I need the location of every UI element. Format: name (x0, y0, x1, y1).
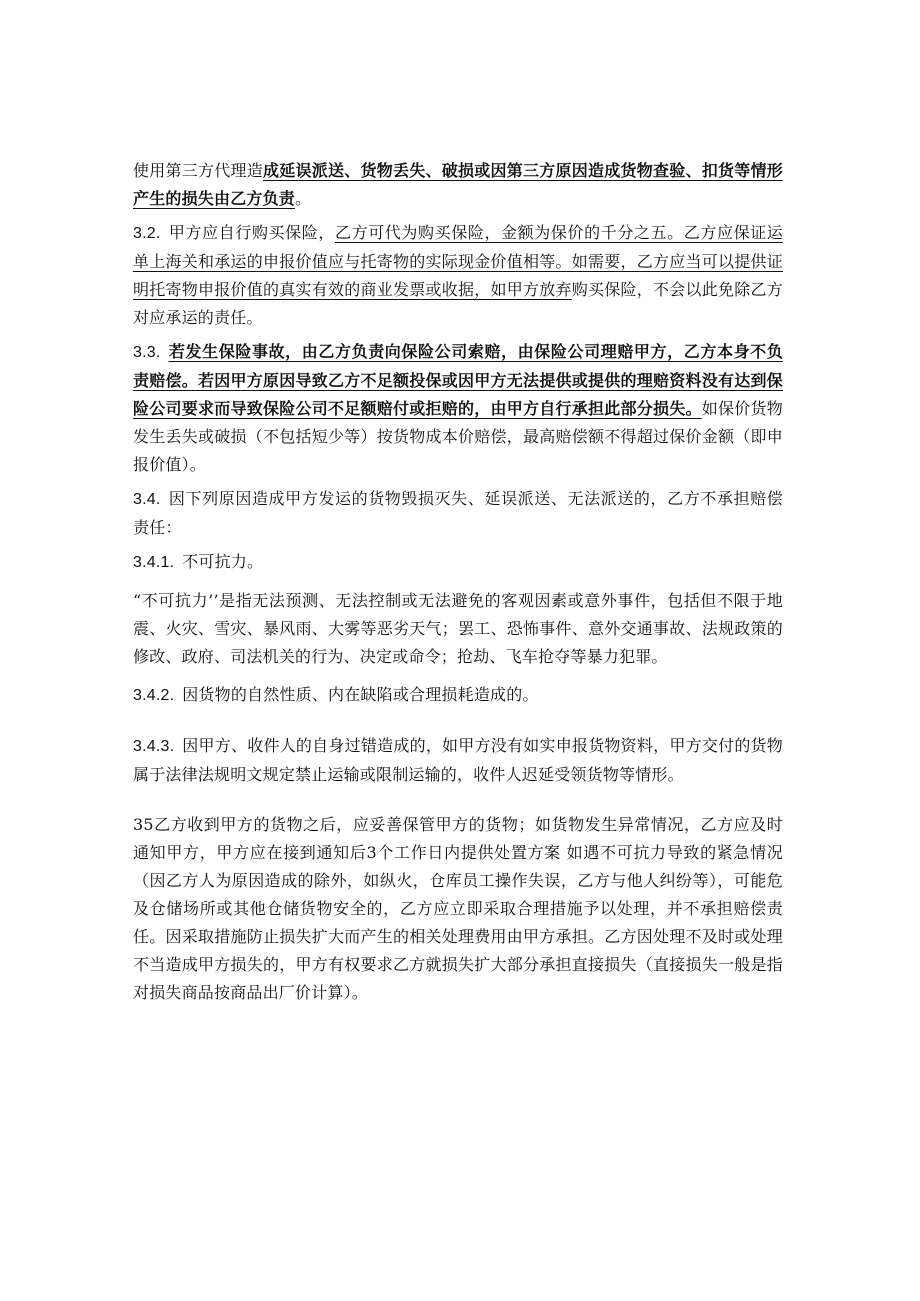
clause-number: 3.4. (133, 491, 161, 508)
para-text: 甲方应自行购买保险， (168, 223, 335, 242)
paragraph-3-5 (133, 811, 783, 1007)
clause-number: 3.4.3. (133, 738, 175, 755)
para-text: 购买保险，不会以此免除乙方对应承运的责任。 (133, 280, 783, 327)
para-underlined: 乙方可代为购买保险，金额为保价的千分之五。乙方应保证运单上海关和承运的申报价值应与托寄物的实际现金价值相等。如需要，乙方应当可以提供证明托寄物申报价值的真实有效的商业发票或收据，如甲方放弃 (133, 223, 783, 299)
para-text: 因下列原因造成甲方发运的货物毁损灭失、延误派送、无法派送的，乙方不承担赔偿责任： (133, 489, 783, 537)
para-text: “不可抗力’’是指无法预测、无法控制或无法避免的客观因素或意外事件，包括但不限于地震、火灾、雪灾、暴风雨、大雾等恶劣天气；罢工、恐怖事件、意外交通事故、法规政策的修改、政府、司法机关的行为、决定或命令；抢劫、飞车抢夺等暴力犯罪。 (133, 591, 783, 666)
para-underlined: 成延误派送、货物丢失、破损或因第三方原因造成货物查验、扣货等情形产生的损失由乙方负责 (133, 161, 783, 208)
paragraph-3-4-1 (133, 548, 783, 577)
paragraph-3-3 (133, 338, 783, 479)
para-prefix: 使用第三方代理造 (133, 161, 264, 180)
clause-number: 3.4.1. (133, 554, 175, 571)
paragraph-3-4 (133, 485, 783, 542)
para-underlined: 若发生保险事故，由乙方负责向保险公司索赔，由保险公司理赔甲方，乙方本身不负责赔偿。若因甲方原因导致乙方不足额投保或因甲方无法提供或提供的理赔资料没有达到保险公司要求而导致保险公司不足额赔付或拒赔的，由甲方自行承担此部分损失。 (133, 342, 783, 418)
para-text: 35乙方收到甲方的货物之后，应妥善保管甲方的货物；如货物发生异常情况，乙方应及时通知甲方，甲方应在接到通知后3个工作日内提供处置方案 如遇不可抗力导致的紧急情况（因乙方人为原因造成的除外，如纵火，仓库员工操作失误，乙方与他人纠纷等），可能危及仓储场所或其他仓储货物安全的，乙方应立即采取合理措施予以处理，并不承担赔偿责任。因采取措施防止损失扩大而产生的相关处理费用由甲方承担。乙方因处理不及时或处理不当造成甲方损失的，甲方有权要求乙方就损失扩大部分承担直接损失（直接损失一般是指对损失商品按商品出厂价计算）。 (133, 815, 783, 1002)
paragraph-3-4-3 (133, 732, 783, 789)
paragraph-3-1-cont (133, 157, 783, 213)
para-text: 因货物的自然性质、内在缺陷或合理损耗造成的。 (182, 685, 539, 704)
clause-number: 3.4.2. (133, 687, 175, 704)
para-suffix: 。 (295, 189, 312, 208)
clause-number: 3.2. (133, 225, 161, 242)
para-text: 如保价货物发生丢失或破损（不包括短少等）按货物成本价赔偿，最高赔偿额不得超过保价金额（即申报价值）。 (133, 399, 783, 474)
clause-number: 3.3. (133, 344, 161, 361)
paragraph-3-2 (133, 219, 783, 332)
para-text: 不可抗力。 (182, 552, 264, 571)
document-page (133, 157, 783, 1007)
para-text: 因甲方、收件人的自身过错造成的，如甲方没有如实申报货物资料，甲方交付的货物属于法律法规明文规定禁止运输或限制运输的，收件人迟延受领货物等情形。 (133, 736, 783, 784)
paragraph-force-majeure-def (133, 587, 783, 671)
paragraph-3-4-2 (133, 681, 783, 710)
